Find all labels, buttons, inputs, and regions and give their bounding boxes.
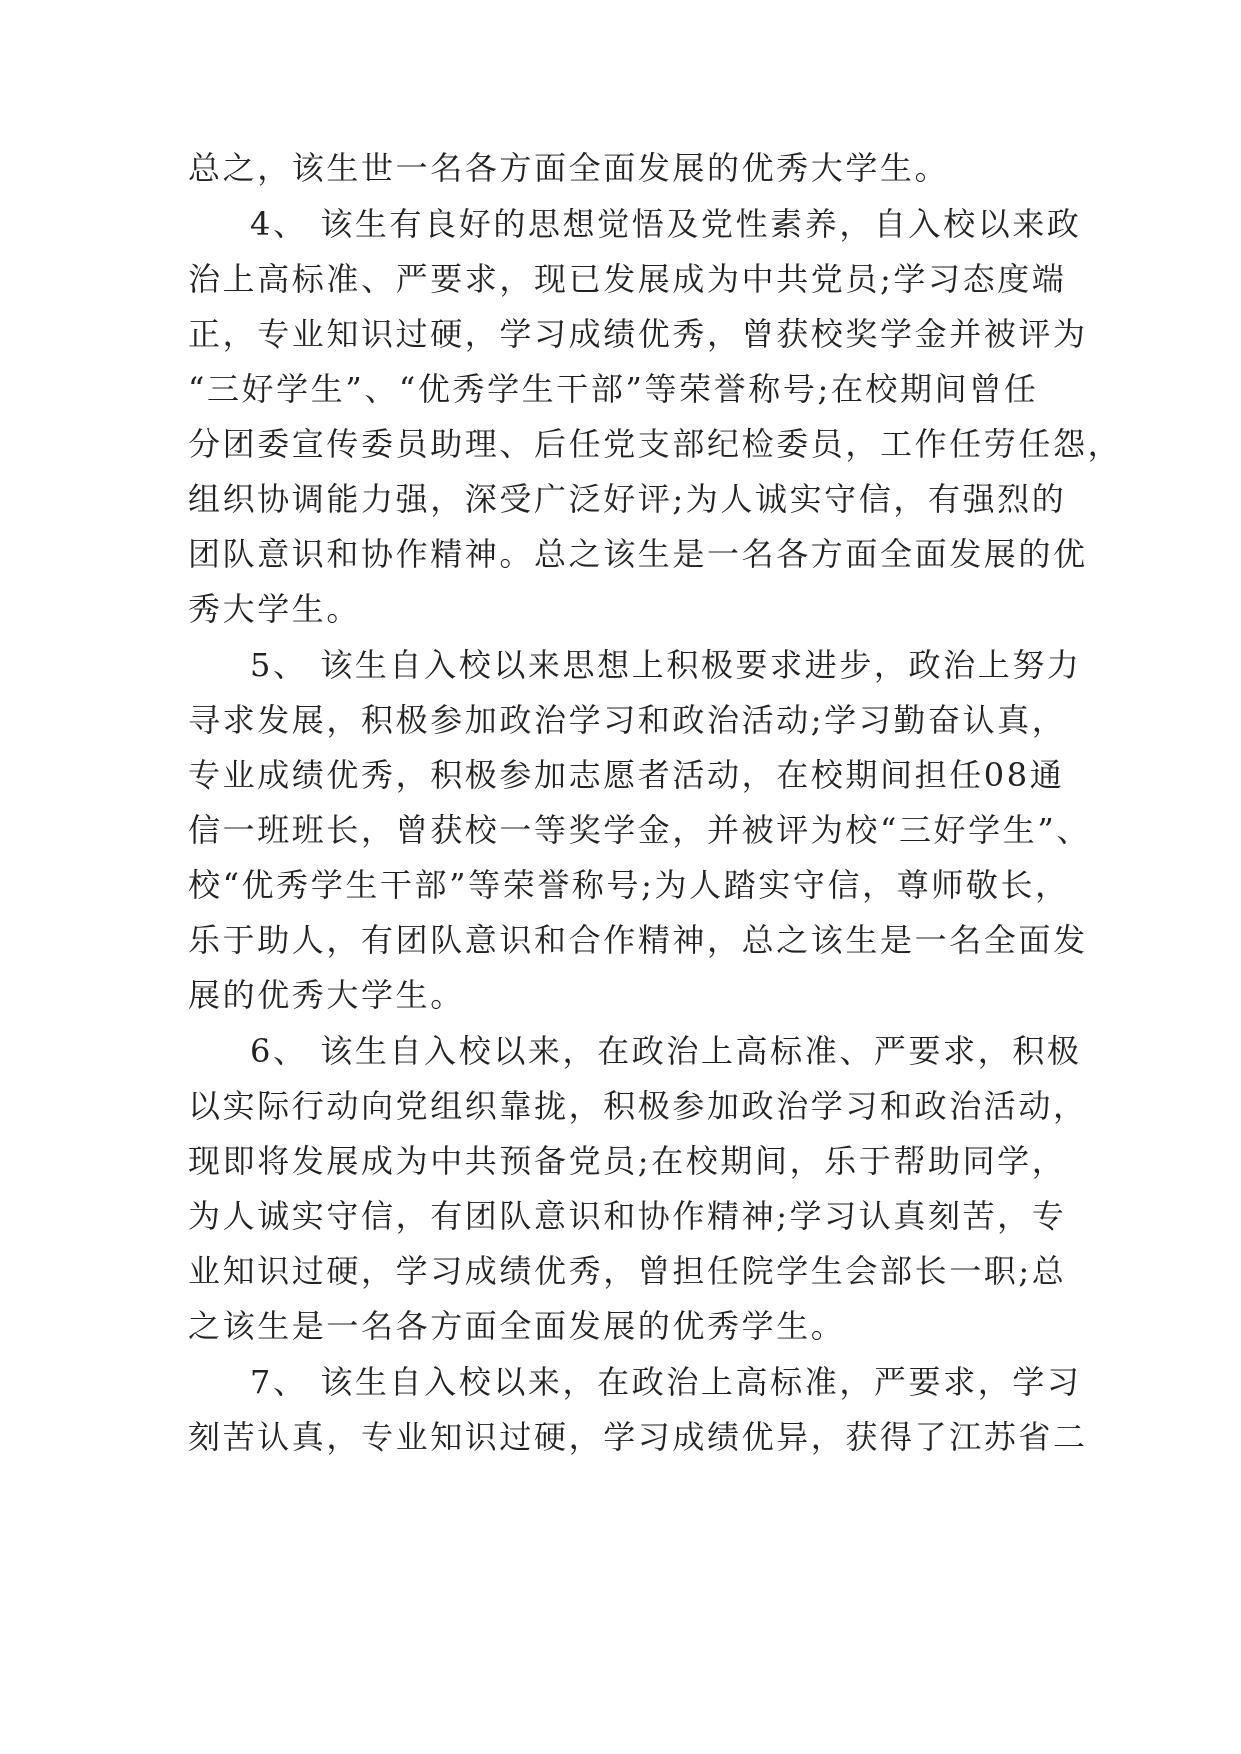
text-line: 之该生是一名各方面全面发展的优秀学生。 xyxy=(188,1307,846,1345)
text-line: 为人诚实守信，有团队意识和协作精神;学习认真刻苦，专 xyxy=(188,1197,1067,1235)
text-line: 校“优秀学生干部”等荣誉称号;为人踏实守信，尊师敬长， xyxy=(188,866,1070,904)
paragraph-7-first-line: 7、 该生自入校以来，在政治上高标准，严要求，学习 xyxy=(250,1363,1082,1401)
text-line: 总之，该生世一名各方面全面发展的优秀大学生。 xyxy=(188,149,950,187)
text-line: 秀大学生。 xyxy=(188,590,362,628)
paragraph-6-first-line: 6、 该生自入校以来，在政治上高标准、严要求，积极 xyxy=(250,1032,1082,1070)
text-line: 专业成绩优秀，积极参加志愿者活动，在校期间担任08通 xyxy=(188,756,1065,794)
text-line: 治上高标准、严要求，现已发展成为中共党员;学习态度端 xyxy=(188,260,1067,298)
text-line: 正，专业知识过硬，学习成绩优秀，曾获校奖学金并被评为 xyxy=(188,315,1088,353)
text-line: “三好学生”、“优秀学生干部”等荣誉称号;在校期间曾任 xyxy=(188,370,1039,408)
text-line: 团队意识和协作精神。总之该生是一名各方面全面发展的优 xyxy=(188,535,1088,573)
text-line: 寻求发展，积极参加政治学习和政治活动;学习勤奋认真， xyxy=(188,701,1067,739)
text-line: 信一班班长，曾获校一等奖学金，并被评为校“三好学生”、 xyxy=(188,811,1091,849)
paragraph-4-first-line: 4、 该生有良好的思想觉悟及党性素养，自入校以来政 xyxy=(250,205,1082,243)
text-line: 展的优秀大学生。 xyxy=(188,976,465,1014)
text-line: 乐于助人，有团队意识和合作精神，总之该生是一名全面发 xyxy=(188,921,1088,959)
paragraph-5-first-line: 5、 该生自入校以来思想上积极要求进步，政治上努力 xyxy=(250,646,1082,684)
text-line: 以实际行动向党组织靠拢，积极参加政治学习和政治活动， xyxy=(188,1087,1088,1125)
text-line: 业知识过硬，学习成绩优秀，曾担任院学生会部长一职;总 xyxy=(188,1252,1067,1290)
text-line: 组织协调能力强，深受广泛好评;为人诚实守信，有强烈的 xyxy=(188,480,1067,518)
text-line: 刻苦认真，专业知识过硬，学习成绩优异，获得了江苏省二 xyxy=(188,1418,1088,1456)
text-line: 分团委宣传委员助理、后任党支部纪检委员，工作任劳任怨， xyxy=(188,425,1123,463)
text-line: 现即将发展成为中共预备党员;在校期间，乐于帮助同学， xyxy=(188,1142,1067,1180)
